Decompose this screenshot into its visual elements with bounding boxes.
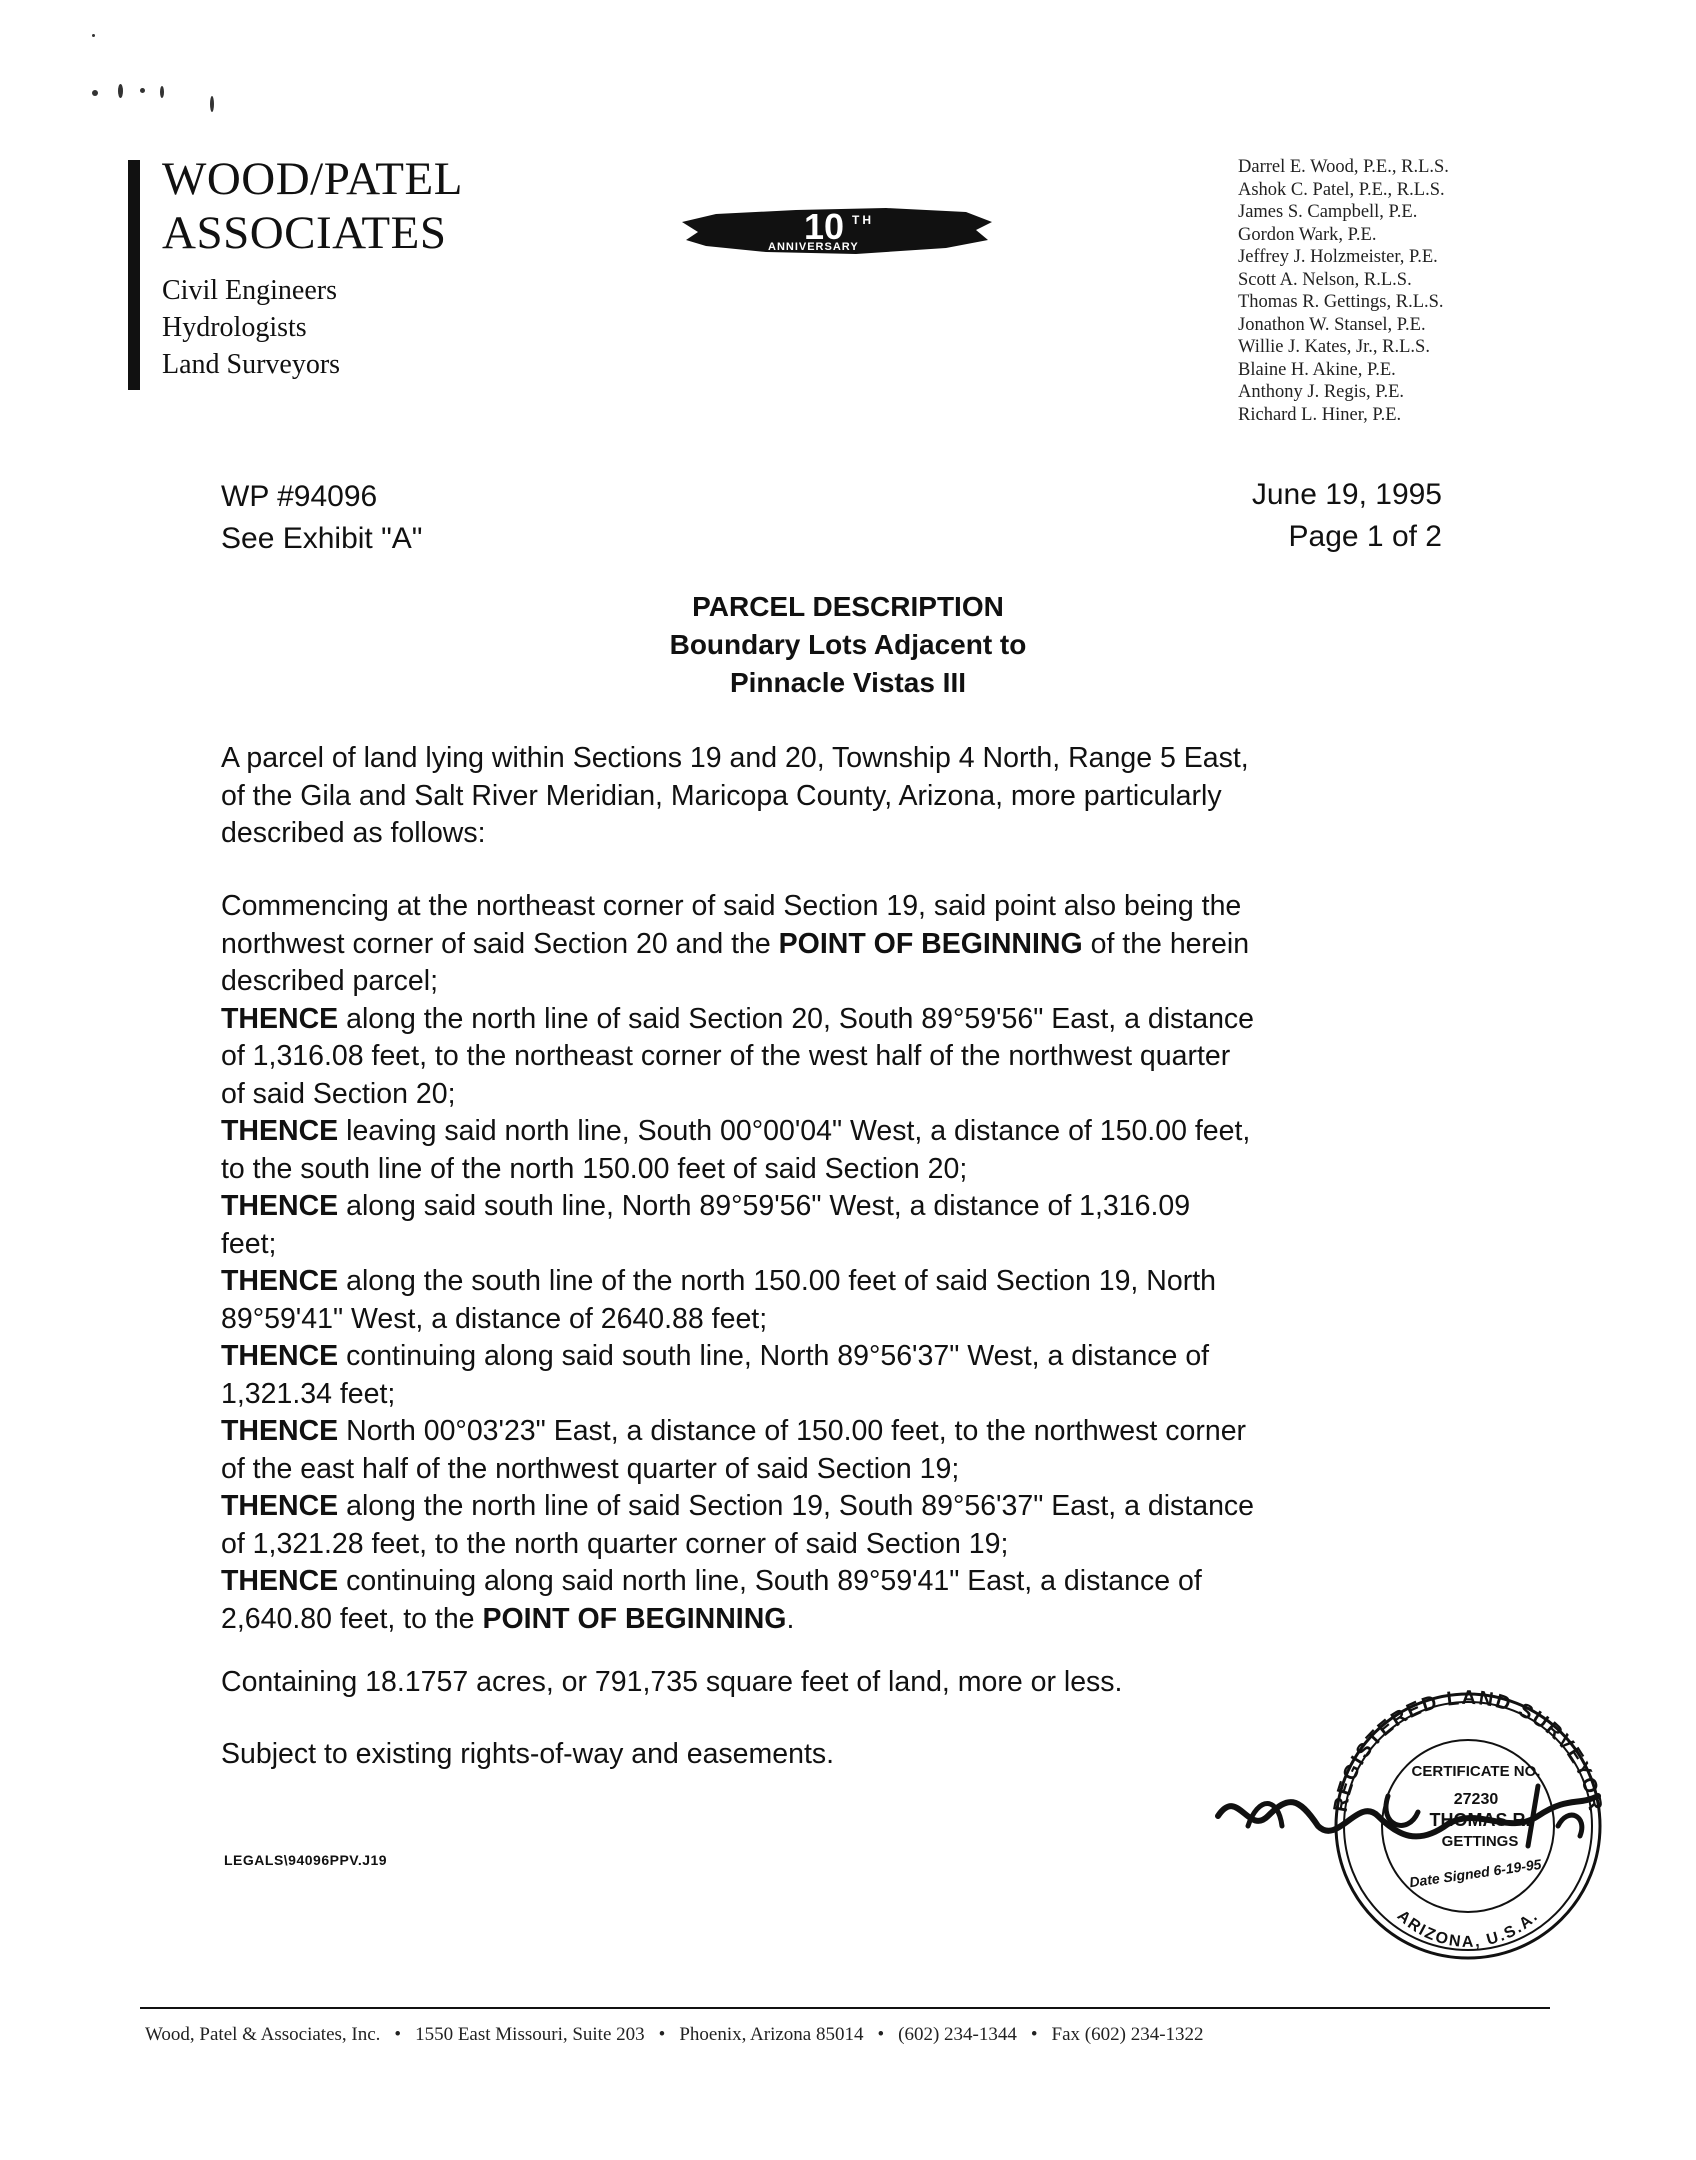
staff-member: Richard L. Hiner, P.E. (1238, 404, 1402, 425)
text-line (221, 1413, 1461, 1451)
reference-left (221, 476, 422, 560)
file-code: LEGALS\94096PPV.J19 (224, 1852, 388, 1868)
seal-date-signed: Date Signed 6-19-95 (1408, 1855, 1543, 1891)
staff-member: Thomas R. Gettings, R.L.S. (1238, 292, 1444, 312)
course-text: 1,321.34 feet; (221, 1377, 396, 1410)
course-text: along the north line of said Section 20, South 89°59'56" East, a distance (346, 1002, 1255, 1035)
staff-member: Ashok C. Patel, P.E., R.L.S. (1238, 179, 1445, 200)
footer-fax: Fax (602) 234-1322 (1051, 2024, 1204, 2045)
title-line1: PARCEL DESCRIPTION (692, 591, 1004, 622)
firm-name (162, 152, 463, 260)
title-line2: Boundary Lots Adjacent to (669, 629, 1027, 660)
firm-name-line2: ASSOCIATES (162, 207, 447, 259)
document-date: June 19, 1995 (1251, 478, 1442, 511)
course-text: of the east half of the northwest quarter of said Section 19; (221, 1452, 960, 1485)
text-line (221, 1376, 1461, 1414)
staff-member: James S. Campbell, P.E. (1238, 202, 1418, 222)
thence-keyword: THENCE (221, 1415, 339, 1447)
point-of-beginning: POINT OF BEGINNING (778, 927, 1083, 960)
letterhead-bar (128, 160, 140, 390)
footer-bullet: • (877, 2024, 885, 2045)
text-line: Commencing at the northeast corner of said Section 19, said point also being the (221, 890, 1242, 922)
scan-speck (140, 88, 145, 93)
text-line: of the Gila and Salt River Meridian, Maricopa County, Arizona, more particularly (221, 779, 1222, 812)
logo-word: ANNIVERSARY (768, 241, 859, 253)
footer-phone: (602) 234-1344 (898, 2024, 1017, 2045)
point-of-beginning: POINT OF BEGINNING (482, 1602, 787, 1635)
course-text: leaving said north line, South 00°00'04" West, a distance of 150.00 feet, (346, 1115, 1251, 1147)
staff-member: Darrel E. Wood, P.E., R.L.S. (1238, 157, 1449, 177)
text-span: northwest corner of said Section 20 and the (221, 927, 779, 960)
course-text: of said Section 20; (221, 1077, 456, 1110)
text-span: . (786, 1602, 795, 1635)
seal-certificate-label: CERTIFICATE NO. (1411, 1763, 1541, 1780)
text-line (221, 1113, 1461, 1151)
course-text: North 00°03'23" East, a distance of 150.00 feet, to the northwest corner (346, 1415, 1247, 1447)
text-line (221, 1526, 1461, 1564)
staff-member: Jonathon W. Stansel, P.E. (1238, 314, 1426, 335)
staff-member: Blaine H. Akine, P.E. (1238, 359, 1396, 380)
staff-member: Scott A. Nelson, R.L.S. (1238, 269, 1412, 290)
scan-speck (118, 84, 123, 98)
footer-address: 1550 East Missouri, Suite 203 (415, 2024, 645, 2045)
document-title (0, 588, 1696, 702)
title-line3: Pinnacle Vistas III (729, 667, 967, 698)
text-span: continuing along said north line, South 89°59'41" East, a distance of (346, 1565, 1202, 1597)
area-statement: Containing 18.1757 acres, or 791,735 square feet of land, more or less. (221, 1666, 1123, 1698)
course-text: of 1,316.08 feet, to the northeast corner of the west half of the northwest quarter (221, 1040, 1231, 1072)
text-line (221, 926, 1461, 964)
seal-name-line2: GETTINGS (1441, 1833, 1519, 1850)
course-text: of 1,321.28 feet, to the north quarter corner of said Section 19; (221, 1527, 1009, 1560)
firm-name-line1: WOOD/PATEL (162, 153, 463, 205)
footer-bullet: • (1030, 2024, 1038, 2045)
text-line (221, 1188, 1461, 1226)
firm-disciplines (162, 272, 340, 383)
thence-keyword: THENCE (221, 1340, 339, 1372)
footer-rule (140, 2007, 1550, 2009)
thence-keyword: THENCE (221, 1190, 339, 1222)
staff-member: Jeffrey J. Holzmeister, P.E. (1238, 247, 1438, 267)
footer-bullet: • (394, 2024, 402, 2045)
text-line (221, 1151, 1461, 1189)
seal-top-path: REGISTERED LAND SURVEYOR (1329, 1686, 1607, 1814)
course-text: continuing along said south line, North 89°56'37" West, a distance of (346, 1340, 1210, 1372)
scan-speck (92, 34, 95, 37)
scan-speck (210, 96, 214, 112)
course-text: along said south line, North 89°59'56" West, a distance of 1,316.09 (346, 1190, 1191, 1222)
text-line (221, 1076, 1461, 1114)
seal-state-path: ARIZONA, U.S.A. (1393, 1907, 1543, 1951)
text-line (221, 1451, 1461, 1489)
discipline: Civil Engineers (162, 275, 337, 306)
staff-member: Willie J. Kates, Jr., R.L.S. (1238, 337, 1430, 357)
text-line: described parcel; (221, 965, 439, 997)
staff-list (1238, 156, 1449, 426)
thence-keyword: THENCE (221, 1002, 339, 1035)
thence-keyword: THENCE (221, 1115, 339, 1147)
scan-speck (92, 90, 98, 96)
signature-stroke (1218, 1796, 1598, 1836)
course-text: along the south line of the north 150.00 feet of said Section 19, North (346, 1265, 1216, 1297)
footer-company: Wood, Patel & Associates, Inc. (145, 2024, 381, 2045)
course-list (221, 1001, 1461, 1564)
discipline: Hydrologists (162, 312, 307, 343)
anniversary-logo (676, 196, 996, 266)
legal-description (221, 888, 1461, 1638)
project-number: WP #94096 (221, 480, 378, 513)
text-span: of the herein (1082, 927, 1250, 960)
seal-number: 27230 (1453, 1791, 1499, 1808)
text-line (221, 1263, 1461, 1301)
text-line: A parcel of land lying within Sections 19 and 20, Township 4 North, Range 5 East, (221, 742, 1249, 774)
text-line (221, 1563, 1461, 1601)
thence-keyword: THENCE (221, 1265, 339, 1297)
text-line (221, 1301, 1461, 1339)
staff-member: Gordon Wark, P.E. (1238, 224, 1377, 245)
discipline: Land Surveyors (162, 349, 341, 380)
course-text: feet; (221, 1227, 277, 1260)
logo-number: 10 (804, 206, 845, 247)
intro-paragraph (221, 740, 1461, 853)
course-text: 89°59'41" West, a distance of 2640.88 feet; (221, 1302, 768, 1335)
text-line (221, 1001, 1461, 1039)
scan-speck (160, 86, 164, 98)
footer (145, 2024, 1204, 2046)
course-text: along the north line of said Section 19, South 89°56'37" East, a distance (346, 1490, 1255, 1522)
text-line (221, 1226, 1461, 1264)
exhibit-reference: See Exhibit "A" (221, 522, 423, 555)
seal-name-line1: THOMAS R. (1429, 1810, 1531, 1830)
text-line (221, 1601, 1461, 1639)
text-span: 2,640.80 feet, to the (221, 1602, 483, 1635)
thence-keyword: THENCE (221, 1490, 339, 1522)
subject-statement: Subject to existing rights-of-way and easements. (221, 1738, 835, 1770)
logo-suffix: TH (852, 213, 874, 227)
text-line (221, 1488, 1461, 1526)
page-indicator: Page 1 of 2 (1288, 520, 1442, 553)
surveyor-seal (1208, 1676, 1608, 1966)
course-text: to the south line of the north 150.00 feet of said Section 20; (221, 1152, 968, 1185)
reference-right (1252, 474, 1442, 558)
text-line (221, 1338, 1461, 1376)
text-line (221, 1038, 1461, 1076)
footer-bullet: • (658, 2024, 666, 2045)
staff-member: Anthony J. Regis, P.E. (1238, 382, 1405, 402)
text-line: described as follows: (221, 817, 486, 849)
thence-keyword: THENCE (221, 1565, 339, 1597)
seal-state (1394, 1907, 1543, 1951)
footer-city: Phoenix, Arizona 85014 (679, 2024, 864, 2045)
